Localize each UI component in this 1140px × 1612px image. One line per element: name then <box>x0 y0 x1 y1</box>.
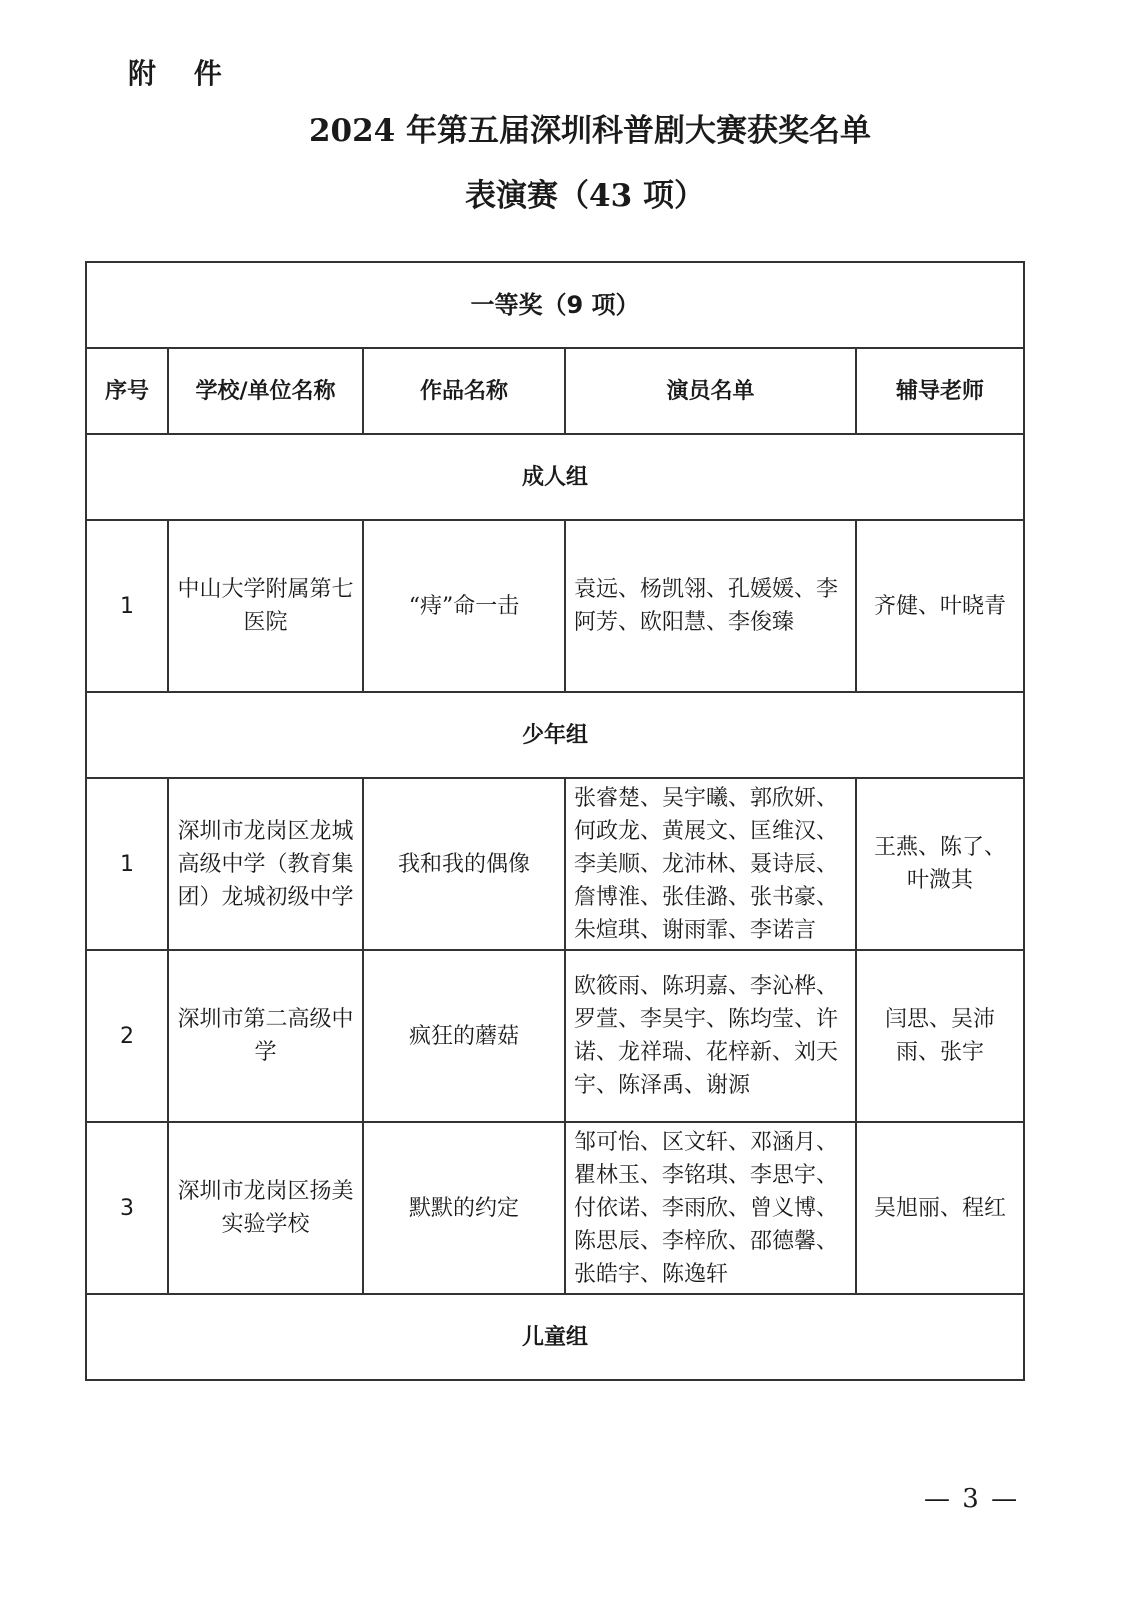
teacher-list: 齐健、叶晓青 <box>856 520 1024 692</box>
row-number: 1 <box>86 778 168 950</box>
work-name: “痔”命一击 <box>363 520 565 692</box>
column-header-school: 学校/单位名称 <box>168 348 363 434</box>
row-number: 1 <box>86 520 168 692</box>
table-row <box>86 520 1024 692</box>
teacher-list: 吴旭丽、程红 <box>856 1122 1024 1294</box>
group-name: 少年组 <box>86 692 1024 778</box>
award-level-row <box>86 262 1024 348</box>
school-name: 深圳市龙岗区扬美实验学校 <box>168 1122 363 1294</box>
teacher-list: 闫思、吴沛雨、张宇 <box>856 950 1024 1122</box>
row-number: 3 <box>86 1122 168 1294</box>
actor-list: 欧筱雨、陈玥嘉、李沁桦、罗萱、李昊宇、陈均莹、许诺、龙祥瑞、花梓新、刘天宇、陈泽禹、谢源 <box>565 950 856 1122</box>
table-row <box>86 778 1024 950</box>
work-name: 我和我的偶像 <box>363 778 565 950</box>
school-name: 深圳市第二高级中学 <box>168 950 363 1122</box>
group-row-children <box>86 1294 1024 1380</box>
awards-table <box>85 261 1025 1381</box>
actor-list: 张睿楚、吴宇曦、郭欣妍、何政龙、黄展文、匡维汉、李美顺、龙沛林、聂诗辰、詹博淮、张佳潞、张书豪、朱煊琪、谢雨霏、李诺言 <box>565 778 856 950</box>
table-row <box>86 1122 1024 1294</box>
actor-list: 袁远、杨凯翎、孔媛媛、李阿芳、欧阳慧、李俊臻 <box>565 520 856 692</box>
attachment-label: 附 件 <box>128 57 236 90</box>
group-name: 成人组 <box>86 434 1024 520</box>
table-row <box>86 950 1024 1122</box>
work-name: 默默的约定 <box>363 1122 565 1294</box>
column-header-teachers: 辅导老师 <box>856 348 1024 434</box>
work-name: 疯狂的蘑菇 <box>363 950 565 1122</box>
column-header-work: 作品名称 <box>363 348 565 434</box>
group-name: 儿童组 <box>86 1294 1024 1380</box>
award-level: 一等奖（9 项） <box>86 262 1024 348</box>
document-subtitle: 表演赛（43 项） <box>465 178 705 214</box>
column-header-actors: 演员名单 <box>565 348 856 434</box>
column-header-no: 序号 <box>86 348 168 434</box>
school-name: 深圳市龙岗区龙城高级中学（教育集团）龙城初级中学 <box>168 778 363 950</box>
group-row-youth <box>86 692 1024 778</box>
actor-list: 邹可怡、区文轩、邓涵月、瞿林玉、李铭琪、李思宇、付依诺、李雨欣、曾义博、陈思辰、李梓欣、邵德馨、张皓宇、陈逸轩 <box>565 1122 856 1294</box>
row-number: 2 <box>86 950 168 1122</box>
group-row-adult <box>86 434 1024 520</box>
table-header-row <box>86 348 1024 434</box>
school-name: 中山大学附属第七医院 <box>168 520 363 692</box>
teacher-list: 王燕、陈了、叶溦其 <box>856 778 1024 950</box>
document-title: 2024 年第五届深圳科普剧大赛获奖名单 <box>308 113 872 149</box>
page-number: — 3 — <box>924 1484 1020 1514</box>
